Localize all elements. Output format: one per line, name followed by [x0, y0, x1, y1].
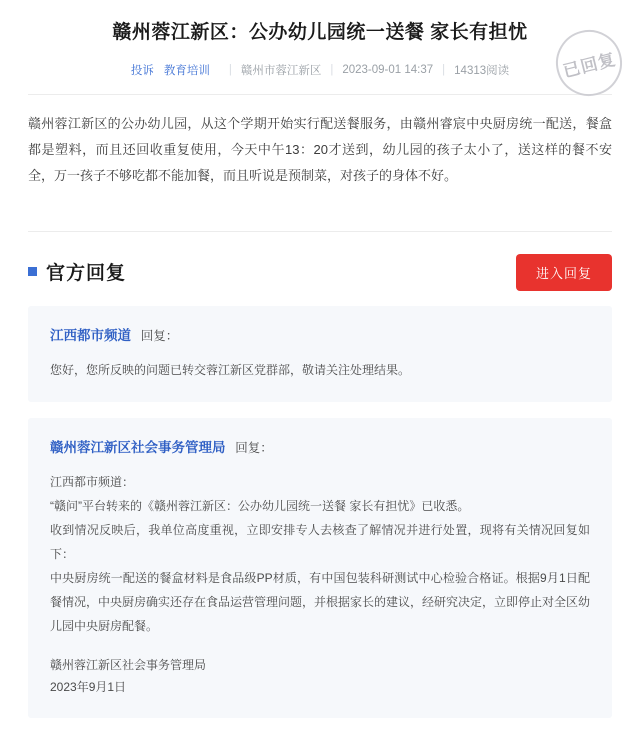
replied-stamp-icon: 已回复 [549, 23, 629, 103]
reply-body [50, 358, 590, 382]
signature-org: 赣州蓉江新区社会事务管理局 [50, 658, 207, 672]
reply-paragraph: 收到情况反映后，我单位高度重视，立即安排专人去核查了解情况并进行处置，现将有关情况回复如下： [50, 523, 590, 561]
reply-paragraph: 江西都市频道： [50, 475, 135, 489]
reply-header [50, 324, 590, 344]
enter-reply-button[interactable]: 进入回复 [516, 254, 612, 291]
reply-paragraph: 中央厨房统一配送的餐盒材料是食品级PP材质，有中国包装科研测试中心检验合格证。根据9月1日配餐情况，中央厨房确实还存在食品运营管理问题，并根据家长的建议，经研究决定，立即停止对全区幼儿园中央厨房配餐。 [50, 571, 591, 633]
reply-paragraph: 您好，您所反映的问题已转交蓉江新区党群部，敬请关注处理结果。 [50, 363, 411, 377]
reply-paragraph: “赣问”平台转来的《赣州蓉江新区：公办幼儿园统一送餐 家长有担忧》已收悉。 [50, 499, 470, 513]
reply-card [28, 418, 612, 718]
page-title: 赣州蓉江新区：公办幼儿园统一送餐 家长有担忧 [112, 22, 528, 43]
article-header [0, 0, 640, 78]
meta-datetime: 2023-09-01 14:37 [342, 64, 434, 76]
reply-body [50, 470, 590, 638]
meta-location: 赣州市蓉江新区 [240, 65, 322, 77]
meta-divider-3: | [442, 64, 446, 76]
reply-label: 回复： [235, 441, 273, 455]
section-bullet-icon [28, 267, 37, 276]
meta-category[interactable]: 投诉 [130, 65, 154, 77]
body-divider [28, 231, 612, 232]
section-title: 官方回复 [46, 262, 127, 284]
meta-topic[interactable]: 教育培训 [163, 65, 210, 77]
signature-date: 2023年9月1日 [50, 680, 127, 694]
article-body: 赣州蓉江新区的公办幼儿园，从这个学期开始实行配送餐服务，由赣州睿宸中央厨房统一配送，餐盒都是塑料，而且还回收重复使用，今天中午13：20才送到，幼儿园的孩子太小了，送这样的餐不安全，万一孩子不够吃都不能加餐，而且听说是预制菜，对孩子的身体不好。 [28, 116, 612, 183]
meta-divider-1: | [228, 64, 232, 76]
meta-divider-2: | [330, 64, 334, 76]
bottom-space [0, 718, 640, 736]
meta-views: 14313阅读 [454, 65, 510, 77]
reply-signature [50, 654, 590, 698]
reply-header [50, 436, 590, 456]
reply-org-name: 江西都市频道 [50, 328, 131, 343]
official-reply-header [28, 254, 612, 288]
header-divider [28, 94, 612, 95]
reply-label: 回复： [140, 329, 179, 343]
article-meta [28, 62, 612, 78]
reply-org-name: 赣州蓉江新区社会事务管理局 [50, 440, 226, 455]
reply-card [28, 306, 612, 402]
